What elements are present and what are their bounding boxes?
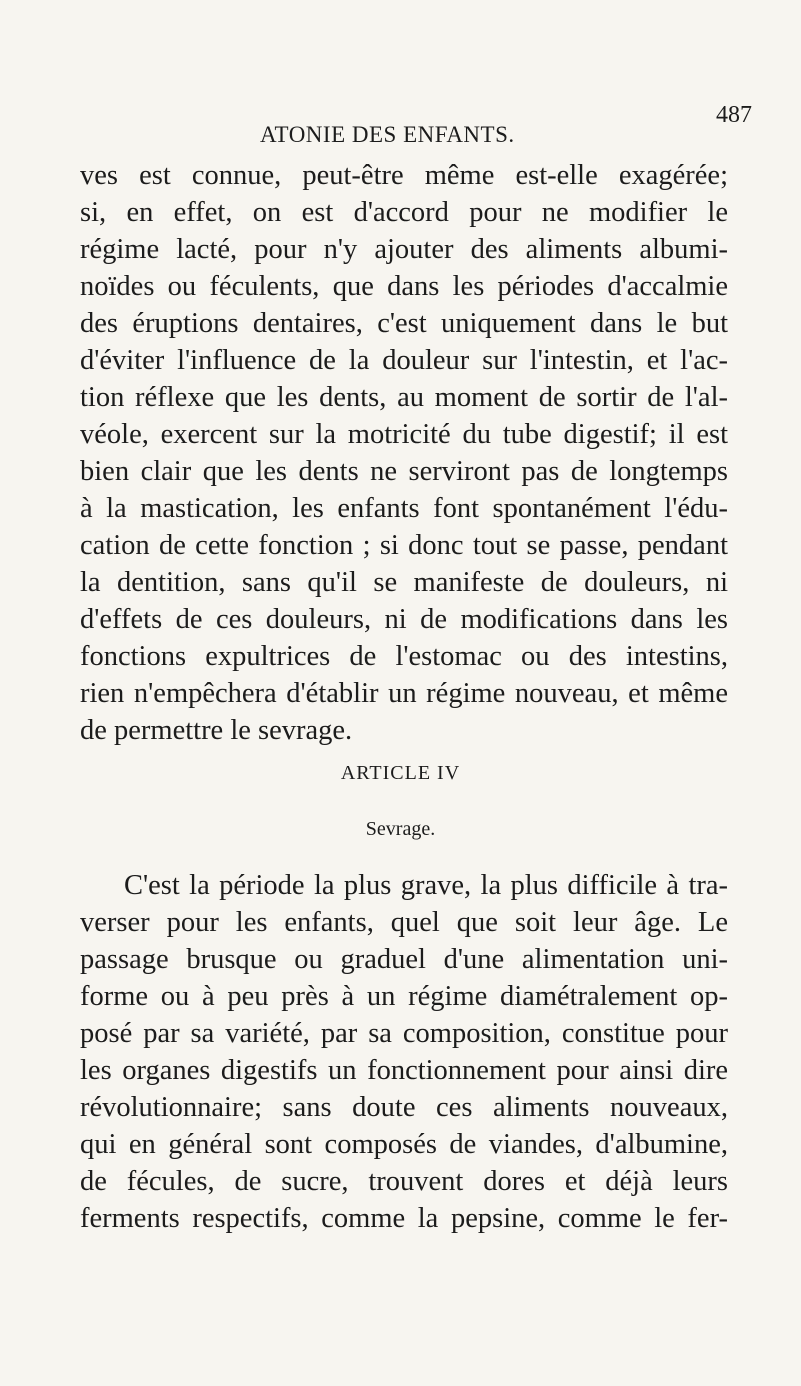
text-line: fonctions expultrices de l'estomac ou des intestins, xyxy=(80,641,728,672)
text-line: C'est la période la plus grave, la plus difficile à tra- xyxy=(124,870,728,901)
text-line: passage brusque ou graduel d'une alimentation uni- xyxy=(80,944,728,975)
text-line: noïdes ou féculents, que dans les périodes d'accalmie xyxy=(80,271,728,302)
text-line: qui en général sont composés de viandes, d'albumine, xyxy=(80,1129,728,1160)
text-line: d'éviter l'influence de la douleur sur l'intestin, et l'ac- xyxy=(80,345,728,376)
text-line: de fécules, de sucre, trouvent dores et déjà leurs xyxy=(80,1166,728,1197)
text-line: révolutionnaire; sans doute ces aliments nouveaux, xyxy=(80,1092,728,1123)
article-heading: ARTICLE IV xyxy=(340,762,461,784)
text-line: tion réflexe que les dents, au moment de sortir de l'al- xyxy=(80,382,728,413)
text-line: des éruptions dentaires, c'est uniquement dans le but xyxy=(80,308,728,339)
text-line: posé par sa variété, par sa composition, constitue pour xyxy=(80,1018,728,1049)
text-line: rien n'empêchera d'établir un régime nouveau, et même xyxy=(80,678,728,709)
text-line: si, en effet, on est d'accord pour ne modifier le xyxy=(80,197,728,228)
text-line: la dentition, sans qu'il se manifeste de douleurs, ni xyxy=(80,567,728,598)
text-line: d'effets de ces douleurs, ni de modifications dans les xyxy=(80,604,728,635)
text-line: cation de cette fonction ; si donc tout se passe, pendant xyxy=(80,530,728,561)
text-line: bien clair que les dents ne serviront pas de longtemps xyxy=(80,456,728,487)
page-number: 487 xyxy=(716,102,752,128)
text-line: verser pour les enfants, quel que soit leur âge. Le xyxy=(80,907,728,938)
text-line: ferments respectifs, comme la pepsine, comme le fer- xyxy=(80,1203,728,1234)
section-title: Sevrage. xyxy=(365,818,436,840)
text-line: ves est connue, peut-être même est-elle exagérée; xyxy=(80,160,728,191)
text-line: les organes digestifs un fonctionnement pour ainsi dire xyxy=(80,1055,728,1086)
text-line: de permettre le sevrage. xyxy=(80,715,353,746)
text-line: véole, exercent sur la motricité du tube digestif; il est xyxy=(80,419,728,450)
text-line: régime lacté, pour n'y ajouter des aliments albumi- xyxy=(80,234,728,265)
running-title: ATONIE DES ENFANTS. xyxy=(260,122,515,147)
text-line: forme ou à peu près à un régime diamétralement op- xyxy=(80,981,728,1012)
text-line: à la mastication, les enfants font spontanément l'édu- xyxy=(80,493,728,524)
